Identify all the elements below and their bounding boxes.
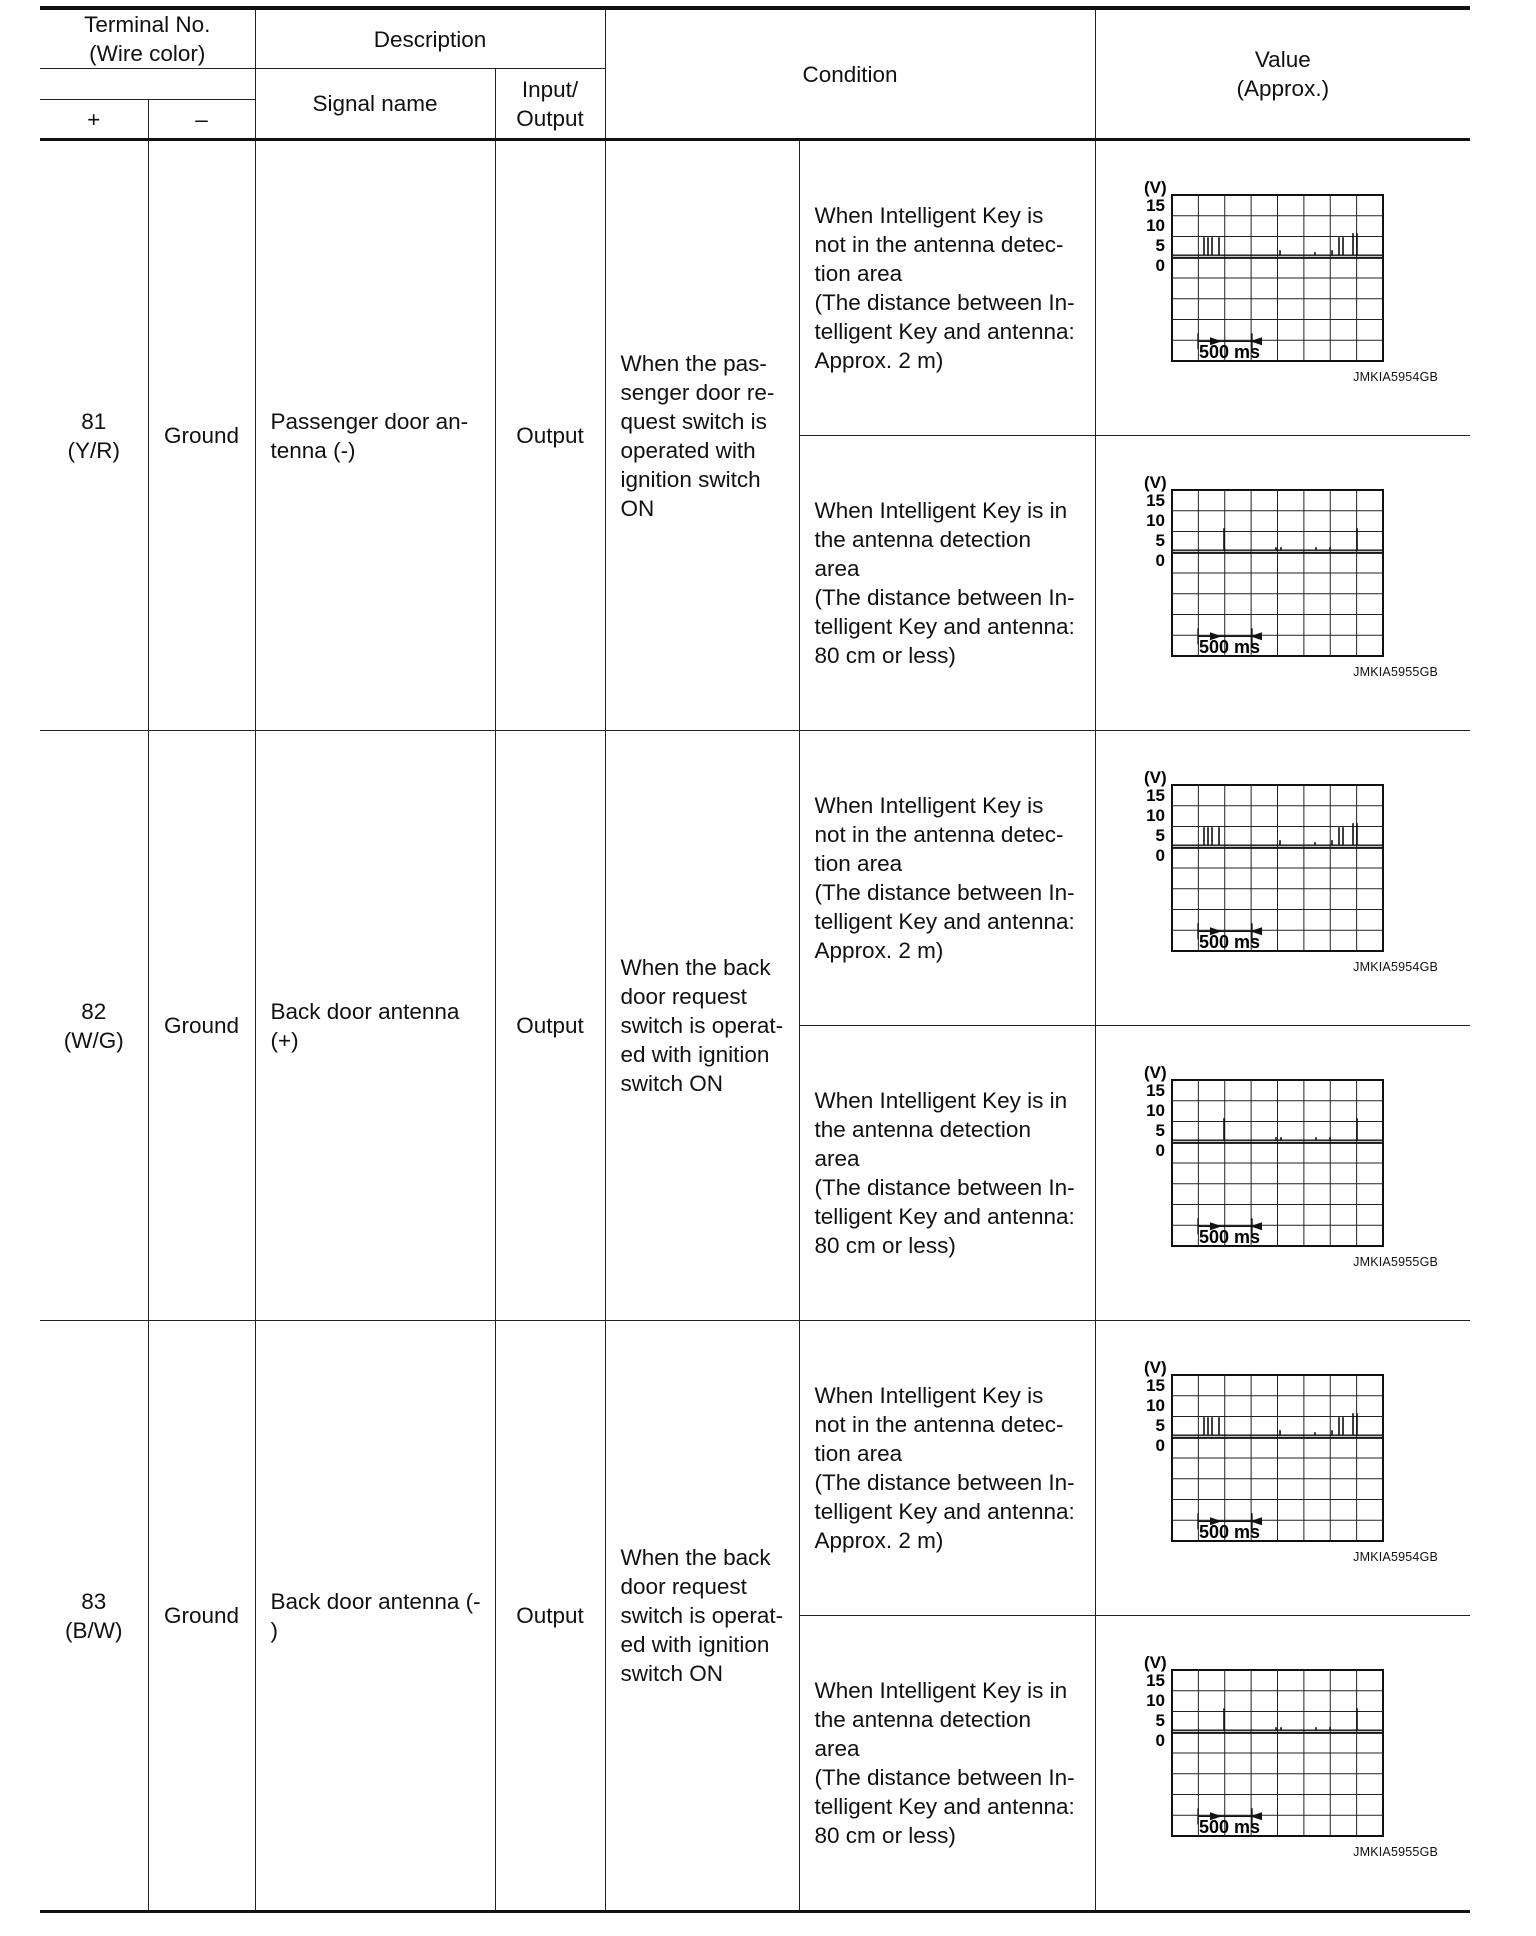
time-scale-label: 500 ms [1198,1522,1260,1542]
waveform-y-tick: 5 [1155,236,1165,255]
input-output-header: Input/ Output [495,69,605,140]
time-scale-label: 500 ms [1198,1227,1260,1247]
value-header: Value (Approx.) [1095,8,1470,140]
sub-condition-far: When Intelligent Key is not in the antenna detec- tion area (The distance between In- telligent Key and antenna: Approx. 2 m) [799,731,1095,1026]
terminal-number: 82 (W/G) [40,731,148,1321]
figure-code: JMKIA5954GB [1353,1550,1439,1564]
waveform-y-tick: 10 [1145,1101,1165,1120]
waveform-far-chart [1140,1361,1400,1561]
time-scale-label: 500 ms [1198,932,1260,952]
waveform-y-tick: 10 [1145,806,1165,825]
waveform-y-tick: 15 [1145,786,1165,805]
signal-name: Passenger door an- tenna (-) [255,140,495,731]
description-header: Description [255,8,605,69]
waveform-y-tick: 15 [1145,1376,1165,1395]
signal-name: Back door antenna (- ) [255,1321,495,1912]
time-scale-label: 500 ms [1198,342,1260,362]
waveform-y-tick: 0 [1155,551,1165,570]
waveform-y-tick: 5 [1155,826,1165,845]
signal-name-header: Signal name [255,69,495,140]
waveform-near-chart [1140,1066,1400,1266]
condition-text: When the pas- senger door re- quest switch is operated with ignition switch ON [605,140,799,731]
figure-code: JMKIA5955GB [1353,1845,1439,1859]
waveform-value-near [1095,436,1470,731]
waveform-y-tick: 10 [1145,511,1165,530]
waveform-y-tick: 5 [1155,1121,1165,1140]
io-label: Output [495,140,605,731]
sub-condition-near: When Intelligent Key is in the antenna detection area (The distance between In- telligent Key and antenna: 80 cm or less) [799,1616,1095,1912]
waveform-volt-label: (V) [1143,1361,1167,1377]
waveform-volt-label: (V) [1143,1656,1167,1672]
waveform-value-near [1095,1616,1470,1912]
waveform-far-chart [1140,181,1400,381]
waveform-y-tick: 0 [1155,1731,1165,1750]
waveform-near-chart [1140,476,1400,676]
figure-code: JMKIA5955GB [1353,665,1439,679]
waveform-y-tick: 10 [1145,1691,1165,1710]
waveform-volt-label: (V) [1143,476,1167,492]
waveform-y-tick: 5 [1155,531,1165,550]
waveform-value-far [1095,140,1470,436]
waveform-volt-label: (V) [1143,181,1167,197]
waveform-y-tick: 0 [1155,846,1165,865]
ground-label: Ground [148,1321,255,1912]
ground-label: Ground [148,140,255,731]
condition-text: When the back door request switch is operat- ed with ignition switch ON [605,731,799,1321]
terminal-no-header: Terminal No. (Wire color) [40,8,255,69]
terminal-spacer [40,69,255,100]
condition-header: Condition [605,8,1095,140]
time-scale-label: 500 ms [1198,637,1260,657]
waveform-near-chart [1140,1656,1400,1856]
figure-code: JMKIA5955GB [1353,1255,1439,1269]
terminal-spec-table [40,6,1470,1913]
waveform-far-chart [1140,771,1400,971]
waveform-volt-label: (V) [1143,771,1167,787]
minus-header: – [148,100,255,140]
waveform-y-tick: 15 [1145,1081,1165,1100]
time-scale-label: 500 ms [1198,1817,1260,1837]
io-label: Output [495,731,605,1321]
waveform-y-tick: 0 [1155,256,1165,275]
io-label: Output [495,1321,605,1912]
signal-name: Back door antenna (+) [255,731,495,1321]
waveform-y-tick: 15 [1145,196,1165,215]
waveform-y-tick: 5 [1155,1416,1165,1435]
waveform-value-near [1095,1026,1470,1321]
figure-code: JMKIA5954GB [1353,370,1439,384]
waveform-y-tick: 0 [1155,1436,1165,1455]
waveform-value-far [1095,731,1470,1026]
waveform-y-tick: 10 [1145,1396,1165,1415]
waveform-y-tick: 5 [1155,1711,1165,1730]
terminal-number: 81 (Y/R) [40,140,148,731]
waveform-y-tick: 0 [1155,1141,1165,1160]
waveform-y-tick: 15 [1145,1671,1165,1690]
figure-code: JMKIA5954GB [1353,960,1439,974]
plus-header: + [40,100,148,140]
waveform-volt-label: (V) [1143,1066,1167,1082]
terminal-number: 83 (B/W) [40,1321,148,1912]
sub-condition-far: When Intelligent Key is not in the antenna detec- tion area (The distance between In- telligent Key and antenna: Approx. 2 m) [799,1321,1095,1616]
condition-text: When the back door request switch is operat- ed with ignition switch ON [605,1321,799,1912]
ground-label: Ground [148,731,255,1321]
waveform-value-far [1095,1321,1470,1616]
waveform-y-tick: 15 [1145,491,1165,510]
sub-condition-far: When Intelligent Key is not in the antenna detec- tion area (The distance between In- telligent Key and antenna: Approx. 2 m) [799,140,1095,436]
waveform-y-tick: 10 [1145,216,1165,235]
sub-condition-near: When Intelligent Key is in the antenna detection area (The distance between In- telligent Key and antenna: 80 cm or less) [799,436,1095,731]
sub-condition-near: When Intelligent Key is in the antenna detection area (The distance between In- telligent Key and antenna: 80 cm or less) [799,1026,1095,1321]
